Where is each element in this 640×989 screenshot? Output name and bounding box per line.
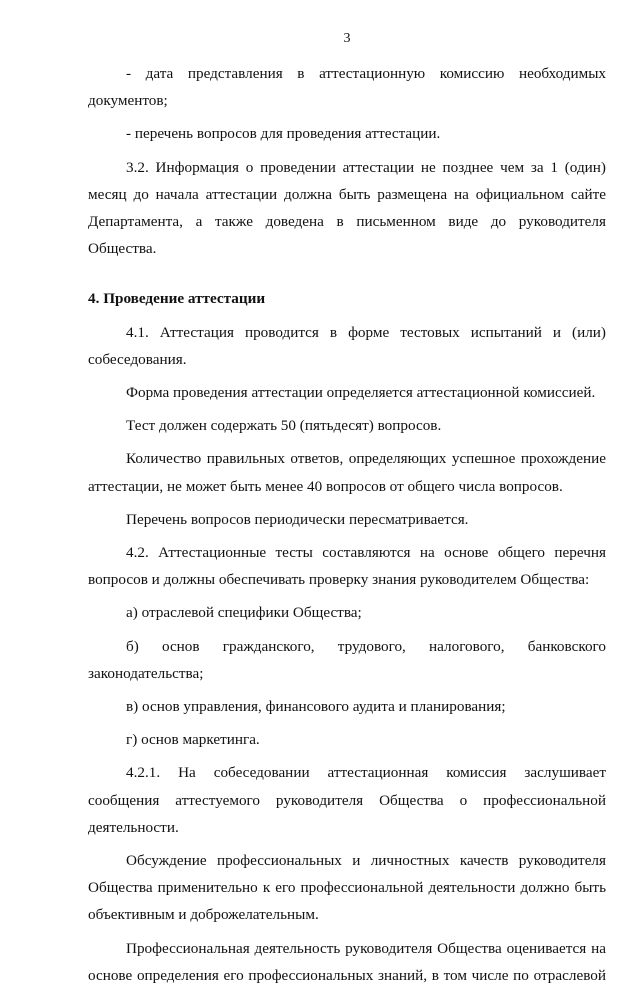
paragraph-submission-date <box>88 60 606 114</box>
paragraph-3-2: 3.2. Информация о проведении аттестации не позднее чем за 1 (один) месяц до начала аттестации должна быть размещена на официальном сайте Департамента, а также доведена в письменном виде до руководителя Общества. <box>88 158 606 258</box>
document-body <box>88 60 606 989</box>
list-item-v: в) основ управления, финансового аудита и планирования; <box>126 698 506 716</box>
paragraph-form: Форма проведения аттестации определяется аттестационной комиссией. <box>126 384 596 402</box>
paragraph-4-2: 4.2. Аттестационные тесты составляются на основе общего перечня вопросов и должны обеспечивать проверку знания руководителем Общества: <box>88 544 606 589</box>
list-item-g: г) основ маркетинга. <box>126 731 260 749</box>
page-number: 3 <box>343 31 351 46</box>
document-page <box>88 0 606 984</box>
paragraph-review: Перечень вопросов периодически пересматривается. <box>126 510 469 528</box>
paragraph-test-size: Тест должен содержать 50 (пятьдесят) вопросов. <box>126 417 442 435</box>
paragraph-4-1: 4.1. Аттестация проводится в форме тестовых испытаний и (или) собеседования. <box>88 323 606 368</box>
list-item-b-line1: б) основ гражданского, трудового, налогового, банковского <box>126 637 606 655</box>
paragraph-discussion: Обсуждение профессиональных и личностных качеств руководителя Общества применительно к его профессиональной деятельности должно быть объективным и доброжелательным. <box>88 852 606 924</box>
paragraph-evaluation: Профессиональная деятельность руководителя Общества оценивается на основе определения его профессиональных знаний, в том числе по отраслевой <box>88 939 606 984</box>
paragraph-4-2-1: 4.2.1. На собеседовании аттестационная комиссия заслушивает сообщения аттестуемого руководителя Общества о профессиональной деятельности. <box>88 764 606 836</box>
paragraph-submission-date-line1: - дата представления в аттестационную комиссию необходимых <box>126 65 606 82</box>
list-item-b-line2: законодательства; <box>88 664 204 682</box>
paragraph-questions-list: - перечень вопросов для проведения аттестации. <box>126 125 441 143</box>
list-item-b <box>88 633 606 687</box>
section-4-heading: 4. Проведение аттестации <box>88 290 266 308</box>
paragraph-correct-answers: Количество правильных ответов, определяющих успешное прохождение аттестации, не может быть менее 40 вопросов от общего числа вопросов. <box>88 450 606 495</box>
paragraph-submission-date-line2: документов; <box>88 92 168 110</box>
list-item-a: а) отраслевой специфики Общества; <box>126 604 362 622</box>
